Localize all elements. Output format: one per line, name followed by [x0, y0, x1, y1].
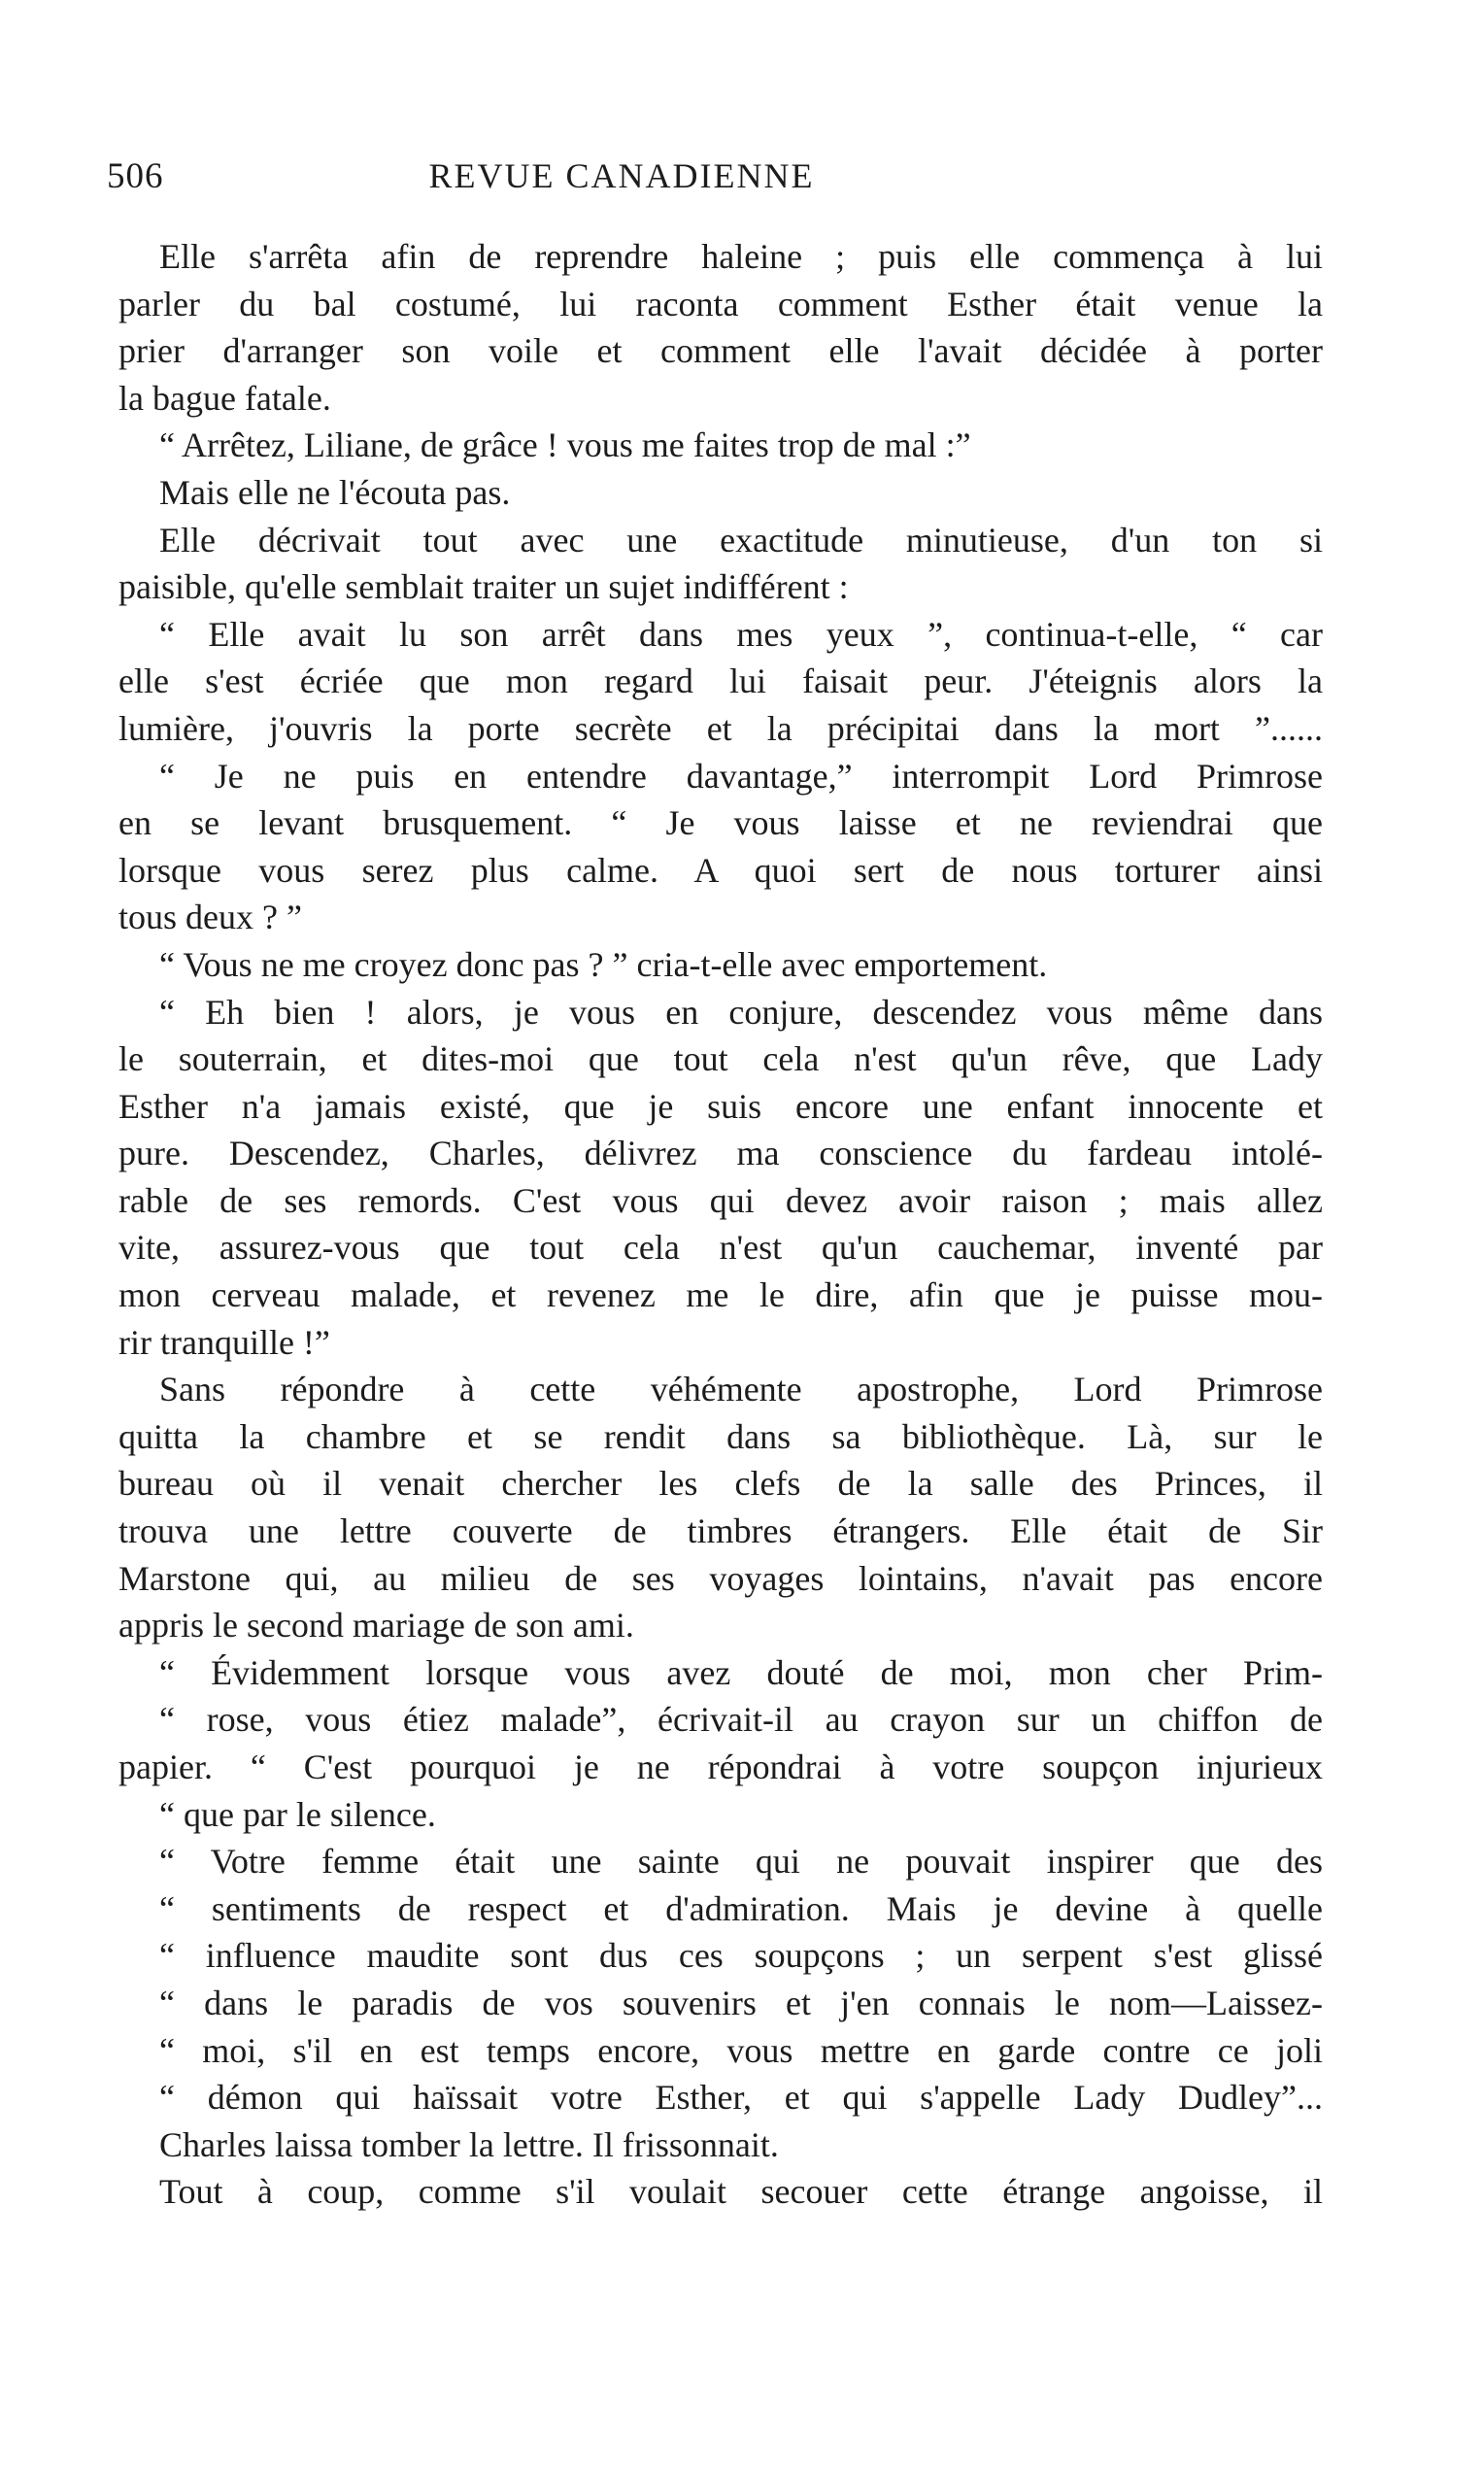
text-line: “ dans le paradis de vos souvenirs et j'en connais le nom—Laissez- [159, 1983, 1323, 2022]
text-line: le souterrain, et dites-moi que tout cela n'est qu'un rêve, que Lady [118, 1039, 1323, 1079]
text-line: “ Je ne puis en entendre davantage,” interrompit Lord Primrose [159, 756, 1323, 796]
text-line: Elle décrivait tout avec une exactitude minutieuse, d'un ton si [159, 520, 1323, 560]
text-line: appris le second mariage de son ami. [118, 1606, 634, 1646]
text-line: la bague fatale. [118, 378, 331, 418]
text-line: trouva une lettre couverte de timbres étrangers. Elle était de Sir [118, 1511, 1323, 1551]
text-line: rable de ses remords. C'est vous qui devez avoir raison ; mais allez [118, 1180, 1323, 1220]
body-text [118, 233, 1323, 2216]
text-line: “ Évidemment lorsque vous avez douté de moi, mon cher Prim- [159, 1652, 1323, 1692]
text-line: Tout à coup, comme s'il voulait secouer cette étrange angoisse, il [159, 2172, 1323, 2212]
text-line: parler du bal costumé, lui raconta comment Esther était venue la [118, 284, 1323, 323]
text-line: “ sentiments de respect et d'admiration. Mais je devine à quelle [159, 1888, 1323, 1928]
text-line: “ influence maudite sont dus ces soupçons ; un serpent s'est glissé [159, 1936, 1323, 1976]
text-line: pure. Descendez, Charles, délivrez ma conscience du fardeau intolé- [118, 1134, 1323, 1173]
text-line: lorsque vous serez plus calme. A quoi sert de nous torturer ainsi [118, 850, 1323, 890]
text-line: papier. “ C'est pourquoi je ne répondrai à votre soupçon injurieux [118, 1747, 1323, 1786]
text-line: Elle s'arrêta afin de reprendre haleine ; puis elle commença à lui [159, 237, 1323, 276]
text-line: rir tranquille !” [118, 1322, 330, 1362]
page-header [107, 155, 1321, 214]
text-line: Charles laissa tomber la lettre. Il frissonnait. [159, 2124, 779, 2164]
text-line: quitta la chambre et se rendit dans sa bibliothèque. Là, sur le [118, 1416, 1323, 1456]
text-line: Esther n'a jamais existé, que je suis encore une enfant innocente et [118, 1086, 1323, 1126]
text-line: “ rose, vous étiez malade”, écrivait-il au crayon sur un chiffon de [159, 1700, 1323, 1740]
text-line: “ Votre femme était une sainte qui ne pouvait inspirer que des [159, 1842, 1323, 1882]
text-line: bureau où il venait chercher les clefs de la salle des Princes, il [118, 1464, 1323, 1504]
text-line: “ Elle avait lu son arrêt dans mes yeux ”, continua-t-elle, “ car [159, 614, 1323, 654]
text-line: “ Eh bien ! alors, je vous en conjure, descendez vous même dans [159, 992, 1323, 1032]
text-line: prier d'arranger son voile et comment elle l'avait décidée à porter [118, 331, 1323, 371]
text-line: paisible, qu'elle semblait traiter un sujet indifférent : [118, 567, 849, 607]
text-line: mon cerveau malade, et revenez me le dire, afin que je puisse mou- [118, 1275, 1323, 1315]
running-title: REVUE CANADIENNE [428, 156, 815, 195]
text-line: “ que par le silence. [159, 1794, 436, 1834]
text-line: “ Arrêtez, Liliane, de grâce ! vous me faites trop de mal :” [159, 425, 971, 465]
text-line: tous deux ? ” [118, 898, 302, 937]
text-line: “ démon qui haïssait votre Esther, et qui s'appelle Lady Dudley”... [159, 2078, 1323, 2118]
text-line: Marstone qui, au milieu de ses voyages lointains, n'avait pas encore [118, 1558, 1323, 1598]
text-line: vite, assurez-vous que tout cela n'est qu'un cauchemar, inventé par [118, 1228, 1323, 1268]
text-line: Mais elle ne l'écouta pas. [159, 472, 511, 512]
text-line: lumière, j'ouvris la porte secrète et la précipitai dans la mort ”...... [118, 708, 1323, 748]
text-line: “ moi, s'il en est temps encore, vous mettre en garde contre ce joli [159, 2030, 1323, 2070]
text-line: Sans répondre à cette véhémente apostrophe, Lord Primrose [159, 1370, 1323, 1409]
page-number: 506 [107, 156, 164, 196]
text-line: “ Vous ne me croyez donc pas ? ” cria-t-elle avec emportement. [159, 944, 1048, 984]
text-line: en se levant brusquement. “ Je vous laisse et ne reviendrai que [118, 803, 1323, 843]
text-line: elle s'est écriée que mon regard lui faisait peur. J'éteignis alors la [118, 662, 1323, 701]
